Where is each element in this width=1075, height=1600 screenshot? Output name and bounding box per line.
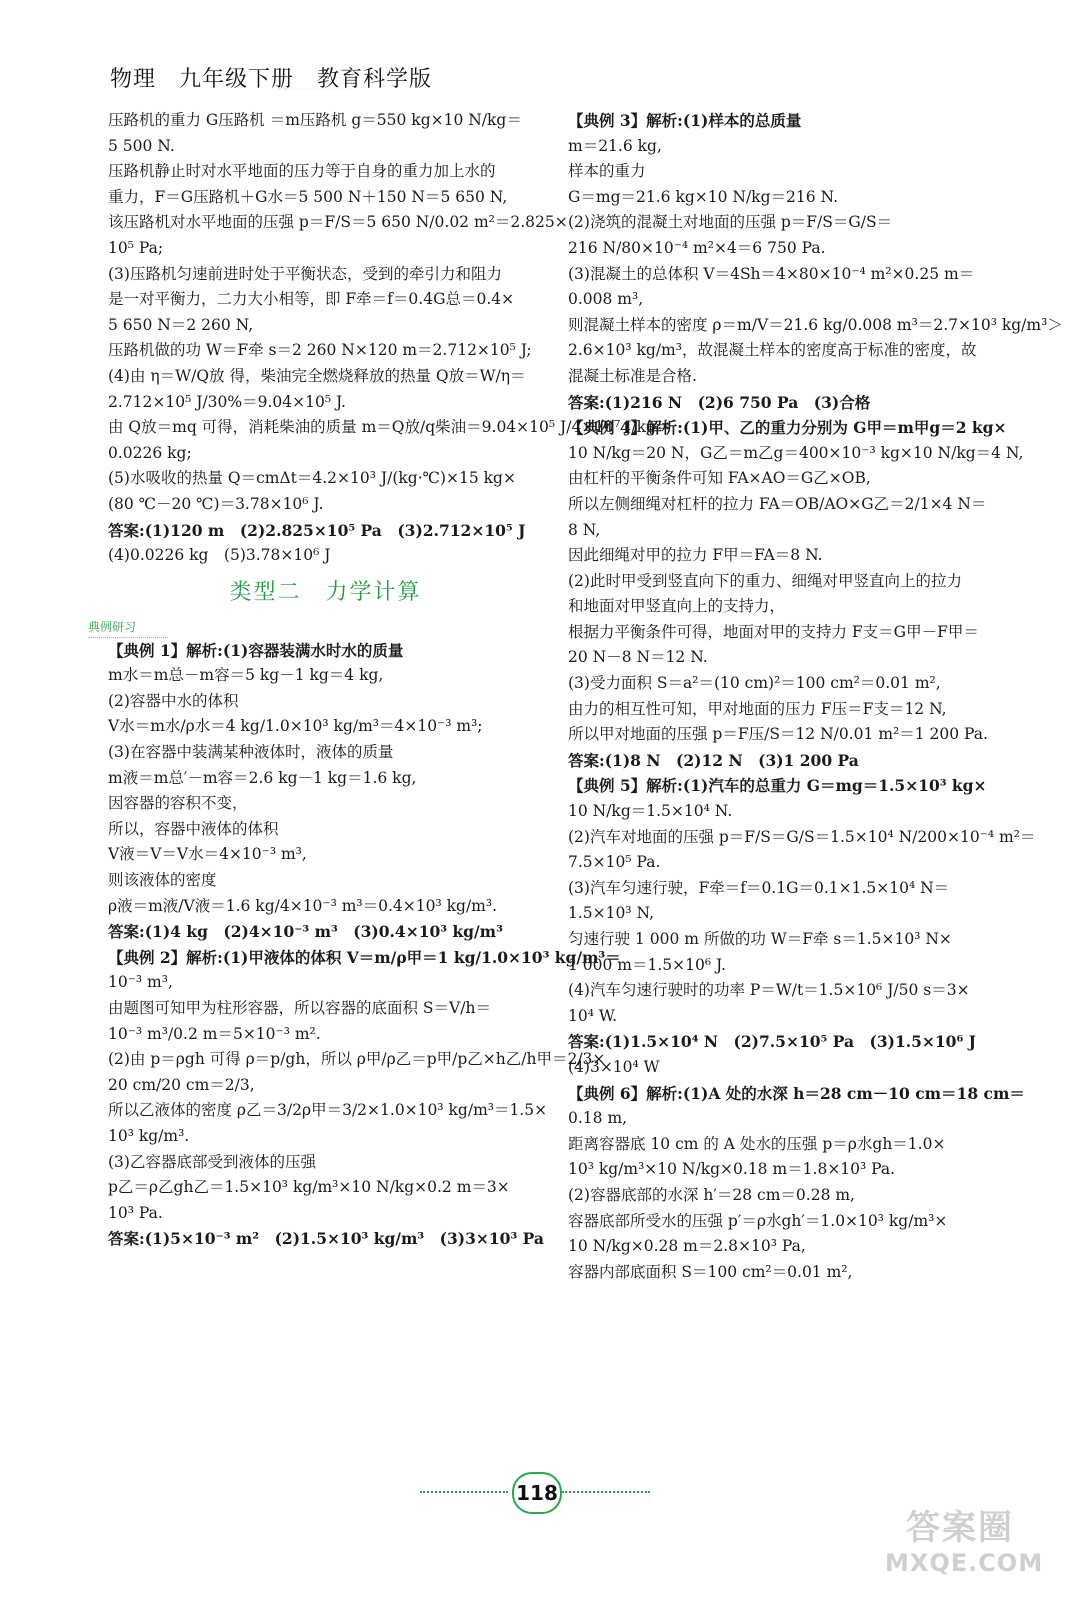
page-number-dots-left: [420, 1491, 508, 1493]
text-line: 216 N/80×10⁻⁴ m²×4＝6 750 Pa.: [568, 238, 826, 257]
text-line: 0.008 m³,: [568, 290, 644, 309]
text-line: (4)由 η＝W/Q放 得，柴油完全燃烧释放的热量 Q放＝W/η＝: [108, 366, 526, 385]
subsection-tag: 典例研习: [88, 617, 168, 638]
text-line: 10⁻³ m³/0.2 m＝5×10⁻³ m².: [108, 1024, 321, 1043]
header-title: 物理 九年级下册 教育科学版: [110, 67, 433, 92]
text-line: (2)汽车对地面的压强 p＝F/S＝G/S＝1.5×10⁴ N/200×10⁻⁴ m²＝: [568, 827, 1036, 846]
watermark-logo: [885, 1500, 1044, 1580]
text-line: 10³ Pa.: [108, 1203, 163, 1222]
text-line: 0.0226 kg;: [108, 443, 192, 462]
text-line: (4)汽车匀速行驶时的功率 P＝W/t＝1.5×10⁶ J/50 s＝3×: [568, 981, 970, 1000]
text-line: 【典例 5】解析:(1)汽车的总重力 G＝mg＝1.5×10³ kg×: [568, 776, 987, 796]
text-line: 则该液体的密度: [108, 871, 217, 890]
text-line: 因容器的容积不变，: [108, 794, 248, 813]
text-line: 答案:(1)120 m (2)2.825×10⁵ Pa (3)2.712×10⁵ J: [108, 520, 526, 540]
text-line: (5)水吸收的热量 Q＝cmΔt＝4.2×10³ J/(kg·℃)×15 kg×: [108, 469, 516, 488]
text-line: (4)0.0226 kg (5)3.78×10⁶ J: [108, 546, 331, 565]
text-line: 距离容器底 10 cm 的 A 处水的压强 p＝ρ水gh＝1.0×: [568, 1134, 946, 1153]
text-line: 10⁴ W.: [568, 1006, 618, 1025]
text-line: m水＝m总－m容＝5 kg－1 kg＝4 kg,: [108, 666, 384, 685]
text-line: 【典例 6】解析:(1)A 处的水深 h＝28 cm－10 cm＝18 cm＝: [568, 1083, 1025, 1103]
text-line: 所以，容器中液体的体积: [108, 819, 279, 838]
text-line: 答案:(1)216 N (2)6 750 Pa (3)合格: [568, 392, 871, 412]
text-line: 答案:(1)1.5×10⁴ N (2)7.5×10⁵ Pa (3)1.5×10⁶ J: [568, 1032, 976, 1052]
text-line: (3)混凝土的总体积 V＝4Sh＝4×80×10⁻⁴ m²×0.25 m＝: [568, 264, 975, 283]
text-line: 5 650 N＝2 260 N,: [108, 315, 254, 334]
text-line: 10³ kg/m³.: [108, 1126, 190, 1145]
text-line: 压路机的重力 G压路机 ＝m压路机 g＝550 kg×10 N/kg＝: [108, 111, 522, 129]
text-line: 10³ kg/m³×10 N/kg×0.18 m＝1.8×10³ Pa.: [568, 1160, 896, 1179]
text-line: (4)3×10⁴ W: [568, 1057, 660, 1076]
watermark-top: 答案圈: [906, 1508, 1014, 1548]
text-line: G＝mg＝21.6 kg×10 N/kg＝216 N.: [568, 187, 839, 206]
text-line: 10⁵ Pa;: [108, 238, 164, 257]
text-line: 答案:(1)4 kg (2)4×10⁻³ m³ (3)0.4×10³ kg/m³: [108, 922, 503, 942]
page-number-dots-right: [562, 1491, 650, 1493]
text-line: m＝21.6 kg,: [568, 136, 662, 155]
text-line: 由力的相互性可知，甲对地面的压力 F压＝F支＝12 N,: [568, 699, 947, 718]
right-column-text: [568, 108, 1063, 1285]
text-line: 容器底部所受水的压强 p′＝ρ水gh′＝1.0×10³ kg/m³×: [568, 1211, 948, 1230]
text-line: 因此细绳对甲的拉力 F甲＝FA＝8 N.: [568, 546, 823, 565]
page-number: 118: [512, 1472, 562, 1514]
text-line: 5 500 N.: [108, 136, 175, 155]
text-line: 所以左侧细绳对杠杆的拉力 FA＝OB/AO×G乙＝2/1×4 N＝: [568, 494, 987, 513]
text-line: (3)受力面积 S＝a²＝(10 cm)²＝100 cm²＝0.01 m²,: [568, 674, 941, 693]
text-line: (3)汽车匀速行驶，F牵＝f＝0.1G＝0.1×1.5×10⁴ N＝: [568, 878, 950, 897]
text-line: 8 N,: [568, 520, 601, 539]
text-line: (2)容器底部的水深 h′＝28 cm＝0.28 m,: [568, 1185, 855, 1204]
text-line: 由题图可知甲为柱形容器，所以容器的底面积 S＝V/h＝: [108, 999, 491, 1017]
text-line: (80 ℃－20 ℃)＝3.78×10⁶ J.: [108, 494, 324, 513]
text-line: 容器内部底面积 S＝100 cm²＝0.01 m²,: [568, 1262, 853, 1281]
text-line: m液＝m总′－m容＝2.6 kg－1 kg＝1.6 kg,: [108, 768, 417, 787]
text-line: (3)乙容器底部受到液体的压强: [108, 1152, 316, 1171]
text-line: 样本的重力: [568, 162, 646, 181]
text-line: 由杠杆的平衡条件可知 FA×AO＝G乙×OB,: [568, 469, 871, 488]
text-line: 答案:(1)5×10⁻³ m² (2)1.5×10³ kg/m³ (3)3×10³ Pa: [108, 1229, 544, 1249]
text-line: 匀速行驶 1 000 m 所做的功 W＝F牵 s＝1.5×10³ N×: [568, 930, 952, 948]
text-line: 【典例 3】解析:(1)样本的总质量: [568, 111, 802, 130]
text-line: 10 N/kg＝1.5×10⁴ N.: [568, 802, 733, 821]
text-line: 10 N/kg×0.28 m＝2.8×10³ Pa,: [568, 1237, 806, 1256]
text-line: (2)容器中水的体积: [108, 691, 239, 710]
text-line: 是一对平衡力，二力大小相等，即 F牵＝f＝0.4G总＝0.4×: [108, 290, 515, 309]
text-line: 混凝土标准是合格.: [568, 366, 697, 385]
text-line: 所以甲对地面的压强 p＝F压/S＝12 N/0.01 m²＝1 200 Pa.: [568, 725, 988, 744]
section-title: 类型二 力学计算: [229, 579, 422, 605]
text-line: 和地面对甲竖直向上的支持力，: [568, 597, 786, 616]
text-line: 20 cm/20 cm＝2/3,: [108, 1075, 255, 1094]
text-line: (2)此时甲受到竖直向下的重力、细绳对甲竖直向上的拉力: [568, 571, 962, 590]
watermark-bottom: MXQE.COM: [885, 1549, 1044, 1577]
text-line: (2)浇筑的混凝土对地面的压强 p＝F/S＝G/S＝: [568, 213, 893, 232]
text-line: ρ液＝m液/V液＝1.6 kg/4×10⁻³ m³＝0.4×10³ kg/m³.: [108, 896, 498, 915]
text-line: 20 N－8 N＝12 N.: [568, 648, 708, 667]
text-line: 【典例 4】解析:(1)甲、乙的重力分别为 G甲＝m甲g＝2 kg×: [568, 418, 1007, 438]
text-line: 2.712×10⁵ J/30%＝9.04×10⁵ J.: [108, 392, 346, 411]
text-line: V水＝m水/ρ水＝4 kg/1.0×10³ kg/m³＝4×10⁻³ m³;: [108, 717, 483, 736]
text-line: 1.5×10³ N,: [568, 904, 654, 923]
text-line: 压路机静止时对水平地面的压力等于自身的重力加上水的: [108, 162, 496, 181]
text-line: (3)压路机匀速前进时处于平衡状态，受到的牵引力和阻力: [108, 264, 502, 283]
text-line: 压路机做的功 W＝F牵 s＝2 260 N×120 m＝2.712×10⁵ J;: [108, 341, 532, 360]
text-line: 答案:(1)8 N (2)12 N (3)1 200 Pa: [568, 750, 859, 770]
text-line: 10⁻³ m³,: [108, 973, 173, 992]
page-number-badge: [420, 1472, 650, 1512]
text-line: 7.5×10⁵ Pa.: [568, 853, 661, 872]
text-line: (3)在容器中装满某种液体时，液体的质量: [108, 743, 394, 762]
text-line: 所以乙液体的密度 ρ乙＝3/2ρ甲＝3/2×1.0×10³ kg/m³＝1.5×: [108, 1101, 548, 1120]
text-line: 则混凝土样本的密度 ρ＝m/V＝21.6 kg/0.008 m³＝2.7×10³ kg/m³＞: [568, 315, 1063, 334]
right-column: [568, 108, 1063, 1285]
text-line: 0.18 m,: [568, 1109, 628, 1128]
text-line: V液＝V＝V水＝4×10⁻³ m³,: [108, 845, 307, 864]
text-line: 重力，F＝G压路机＋G水＝5 500 N＋150 N＝5 650 N,: [108, 187, 508, 206]
text-line: (2)由 p＝ρgh 可得 ρ＝p/gh，所以 ρ甲/ρ乙＝p甲/p乙×h乙/h甲＝2/3×: [108, 1050, 606, 1069]
text-line: 2.6×10³ kg/m³，故混凝土样本的密度高于标准的密度，故: [568, 341, 977, 360]
text-line: 由 Q放＝mq 可得，消耗柴油的质量 m＝Q放/q柴油＝9.04×10⁵ J/4×10⁷ J/kg＝: [108, 418, 672, 437]
text-line: p乙＝ρ乙gh乙＝1.5×10³ kg/m³×10 N/kg×0.2 m＝3×: [108, 1178, 510, 1197]
text-line: 【典例 2】解析:(1)甲液体的体积 V＝m/ρ甲＝1 kg/1.0×10³ kg/m³＝: [108, 947, 621, 967]
text-line: 根据力平衡条件可得，地面对甲的支持力 F支＝G甲－F甲＝: [568, 622, 979, 641]
text-line: 1 000 m＝1.5×10⁶ J.: [568, 955, 726, 974]
header-rule: [64, 88, 564, 90]
text-line: 【典例 1】解析:(1)容器装满水时水的质量: [108, 640, 404, 660]
text-line: 10 N/kg＝20 N，G乙＝m乙g＝400×10⁻³ kg×10 N/kg＝4 N,: [568, 443, 1024, 462]
text-line: 该压路机对水平地面的压强 p＝F/S＝5 650 N/0.02 m²＝2.825×: [108, 213, 568, 232]
